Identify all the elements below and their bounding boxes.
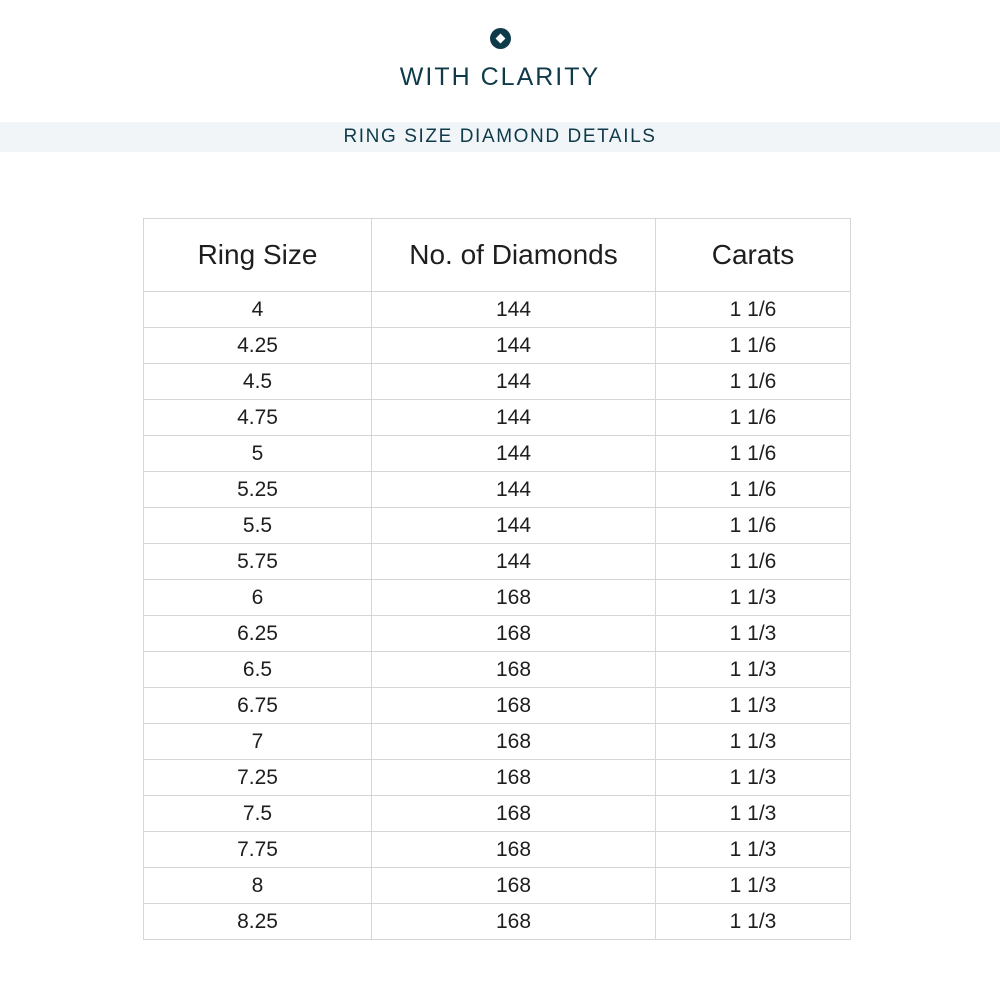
cell-no-of-diamonds: 168 (372, 724, 656, 760)
diamond-circle-icon (490, 28, 511, 49)
cell-no-of-diamonds: 144 (372, 292, 656, 328)
table-header-row (144, 219, 851, 292)
table-body (144, 292, 851, 940)
table-row (144, 760, 851, 796)
cell-ring-size: 6.5 (144, 652, 372, 688)
cell-carats: 1 1/6 (656, 364, 851, 400)
cell-carats: 1 1/6 (656, 472, 851, 508)
cell-ring-size: 4.5 (144, 364, 372, 400)
cell-no-of-diamonds: 168 (372, 616, 656, 652)
table-row (144, 364, 851, 400)
cell-ring-size: 8.25 (144, 904, 372, 940)
cell-ring-size: 7.25 (144, 760, 372, 796)
table-row (144, 688, 851, 724)
cell-carats: 1 1/3 (656, 724, 851, 760)
cell-carats: 1 1/3 (656, 616, 851, 652)
table-row (144, 508, 851, 544)
table-row (144, 400, 851, 436)
header-no-of-diamonds: No. of Diamonds (372, 219, 656, 292)
cell-no-of-diamonds: 168 (372, 904, 656, 940)
cell-ring-size: 5.25 (144, 472, 372, 508)
table-row (144, 904, 851, 940)
cell-no-of-diamonds: 144 (372, 436, 656, 472)
table-row (144, 868, 851, 904)
table-row (144, 652, 851, 688)
cell-no-of-diamonds: 168 (372, 652, 656, 688)
table-row (144, 724, 851, 760)
cell-ring-size: 4.25 (144, 328, 372, 364)
cell-carats: 1 1/3 (656, 832, 851, 868)
cell-ring-size: 6.75 (144, 688, 372, 724)
cell-ring-size: 5.75 (144, 544, 372, 580)
cell-no-of-diamonds: 144 (372, 364, 656, 400)
cell-carats: 1 1/3 (656, 904, 851, 940)
table-row (144, 328, 851, 364)
cell-carats: 1 1/6 (656, 292, 851, 328)
cell-ring-size: 8 (144, 868, 372, 904)
cell-carats: 1 1/3 (656, 652, 851, 688)
table-row (144, 544, 851, 580)
cell-carats: 1 1/3 (656, 760, 851, 796)
cell-carats: 1 1/6 (656, 508, 851, 544)
cell-carats: 1 1/6 (656, 544, 851, 580)
cell-carats: 1 1/6 (656, 436, 851, 472)
cell-ring-size: 7 (144, 724, 372, 760)
header-ring-size: Ring Size (144, 219, 372, 292)
cell-no-of-diamonds: 144 (372, 544, 656, 580)
table-row (144, 832, 851, 868)
cell-ring-size: 7.5 (144, 796, 372, 832)
cell-no-of-diamonds: 168 (372, 868, 656, 904)
cell-no-of-diamonds: 168 (372, 832, 656, 868)
cell-carats: 1 1/6 (656, 328, 851, 364)
cell-ring-size: 6 (144, 580, 372, 616)
cell-ring-size: 7.75 (144, 832, 372, 868)
table-row (144, 472, 851, 508)
table-row (144, 436, 851, 472)
cell-carats: 1 1/3 (656, 868, 851, 904)
subtitle-bar (0, 122, 1000, 152)
cell-ring-size: 6.25 (144, 616, 372, 652)
cell-carats: 1 1/6 (656, 400, 851, 436)
header-carats: Carats (656, 219, 851, 292)
page-subtitle: RING SIZE DIAMOND DETAILS (343, 126, 657, 147)
cell-carats: 1 1/3 (656, 796, 851, 832)
table-row (144, 796, 851, 832)
ring-size-table (143, 218, 851, 940)
cell-carats: 1 1/3 (656, 688, 851, 724)
cell-no-of-diamonds: 144 (372, 508, 656, 544)
cell-ring-size: 5 (144, 436, 372, 472)
cell-ring-size: 4 (144, 292, 372, 328)
cell-no-of-diamonds: 144 (372, 472, 656, 508)
cell-no-of-diamonds: 168 (372, 796, 656, 832)
cell-no-of-diamonds: 144 (372, 328, 656, 364)
cell-no-of-diamonds: 168 (372, 688, 656, 724)
cell-carats: 1 1/3 (656, 580, 851, 616)
diamond-icon (496, 34, 506, 44)
cell-ring-size: 5.5 (144, 508, 372, 544)
table-row (144, 580, 851, 616)
table-row (144, 616, 851, 652)
cell-ring-size: 4.75 (144, 400, 372, 436)
brand-name: WITH CLARITY (399, 63, 601, 91)
table-row (144, 292, 851, 328)
cell-no-of-diamonds: 168 (372, 580, 656, 616)
cell-no-of-diamonds: 168 (372, 760, 656, 796)
cell-no-of-diamonds: 144 (372, 400, 656, 436)
